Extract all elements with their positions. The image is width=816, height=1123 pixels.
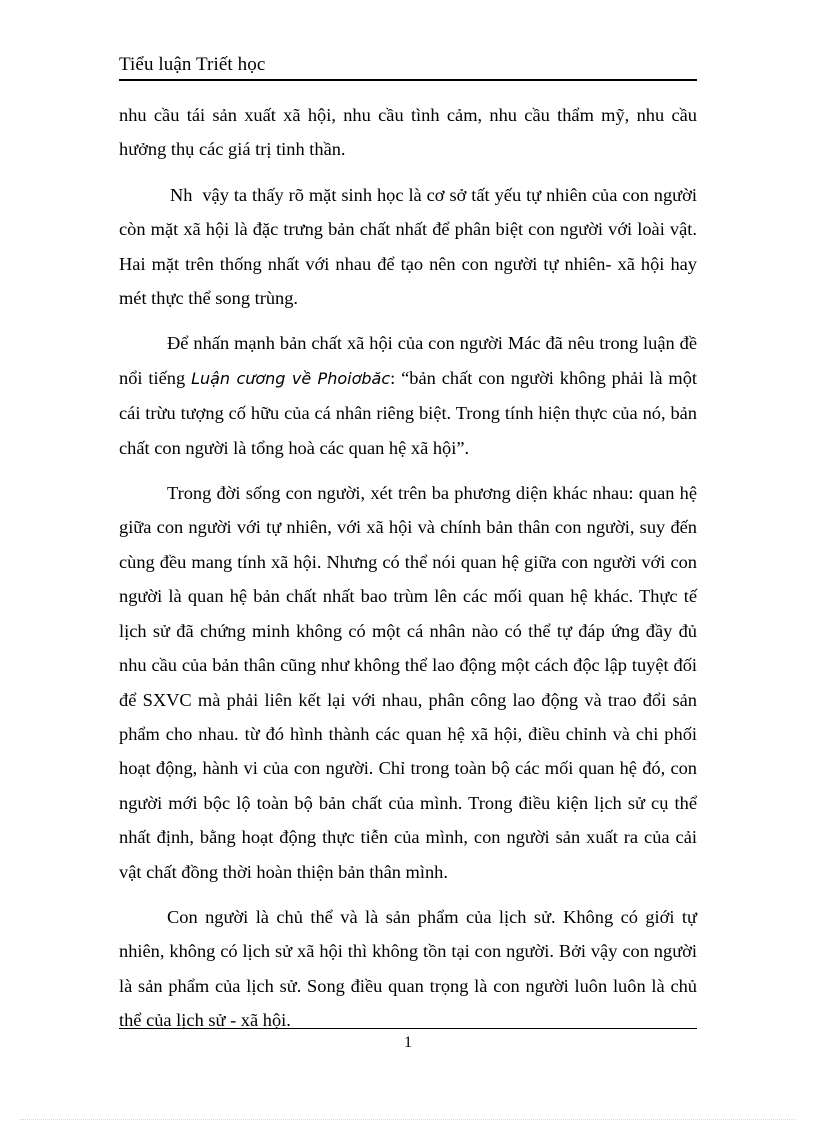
document-body	[119, 98, 702, 1038]
page-header	[119, 49, 697, 81]
page-number: 1	[404, 1034, 412, 1051]
paragraph-1: nhu cầu tái sản xuất xã hội, nhu cầu tình cảm, nhu cầu thẩm mỹ, nhu cầu hưởng thụ các giá trị tinh thần.	[119, 105, 697, 160]
paragraph-3-before: Để nhấn mạnh bản chất xã hội của con người Mác đã nêu trong luận đề nổi tiếng	[119, 333, 697, 388]
paragraph-3	[119, 326, 697, 465]
paragraph-2-text: vậy ta thấy rõ mặt sinh học là cơ sở tất yếu tự nhiên của con người còn mặt xã hội là đặc trưng bản chất nhất để phân biệt con người với loài vật. Hai mặt trên thống nhất với nhau để tạo nên con người tự nhiên- xã hội hay mét thực thể song trùng.	[119, 184, 702, 309]
paragraph-2	[119, 178, 702, 316]
paragraph-3-after: : “bản chất con người không phải là một cái trừu tượng cố hữu của cá nhân riêng biệt. Trong tính hiện thực của nó, bản chất con người là tổng hoà các quan hệ xã hội”.	[119, 367, 697, 458]
paragraph-3-work-title: Luận cương về Phoiơbăc	[191, 368, 391, 388]
paragraph-4: Trong đời sống con người, xét trên ba phương diện khác nhau: quan hệ giữa con người với tự nhiên, với xã hội và chính bản thân con người, suy đến cùng đều mang tính xã hội. Nhưng có thể nói quan hệ giữa con người với con người là quan hệ bản chất nhất bao trùm lên các mối quan hệ khác. Thực tế lịch sử đã chứng minh không có một cá nhân nào có thể tự đáp ứng đầy đủ nhu cầu của bản thân cũng như không thể lao động một cách độc lập tuyệt đối để SXVC mà phải liên kết lại với nhau, phân công lao động và trao đổi sản phẩm cho nhau. từ đó hình thành các quan hệ xã hội, điều chỉnh và chi phối hoạt động, hành vi của con người. Chỉ trong toàn bộ các mối quan hệ đó, con người mới bộc lộ toàn bộ bản chất của mình. Trong điều kiện lịch sử cụ thể nhất định, bằng hoạt động thực tiễn của mình, con người sản xuất ra của cải vật chất đồng thời hoàn thiện bản thân mình.	[119, 483, 697, 882]
page-bottom-edge	[20, 1119, 796, 1120]
footer-rule	[119, 1028, 697, 1029]
paragraph-5: Con người là chủ thể và là sản phẩm của lịch sử. Không có giới tự nhiên, không có lịch sử xã hội thì không tồn tại con người. Bởi vậy con người là sản phẩm của lịch sử. Song điều quan trọng là con người luôn luôn là chủ thể của lịch sử - xã hội.	[119, 906, 697, 1031]
paragraph-2-lead: Nh	[170, 184, 193, 205]
header-title: Tiểu luận Triết học	[119, 54, 266, 75]
